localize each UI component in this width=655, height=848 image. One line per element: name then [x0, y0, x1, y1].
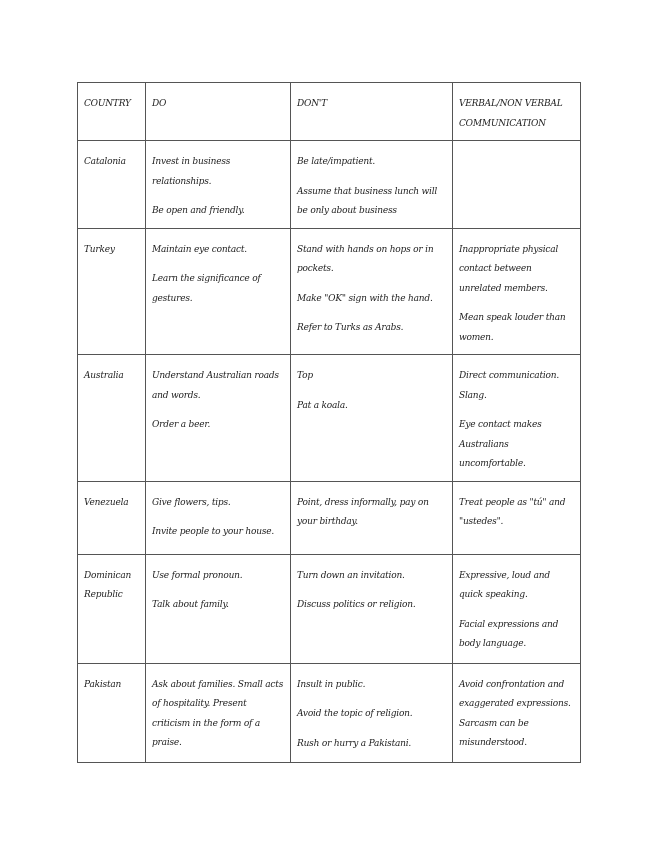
table-row: [78, 554, 581, 663]
communication-item: Mean speak louder than women.: [459, 313, 566, 343]
do-item: Maintain eye contact.: [152, 244, 247, 255]
header-dont: DON'T: [291, 83, 453, 141]
dont-item: Turn down an invitation.: [297, 570, 405, 581]
table-row: [78, 228, 581, 355]
dont-item: Avoid the topic of religion.: [297, 709, 413, 719]
table-row: [78, 141, 581, 229]
dont-item: Pat a koala.: [297, 400, 348, 411]
dont-item: Stand with hands on hops or in pockets.: [297, 244, 434, 274]
dont-item: Be late/impatient.: [297, 157, 376, 167]
do-item: Learn the significance of gestures.: [152, 274, 261, 304]
country-cell: Australia: [78, 355, 146, 482]
communication-item: Expressive, loud and quick speaking.: [459, 570, 550, 600]
do-item: Give flowers, tips.: [152, 497, 231, 508]
communication-item: Avoid confrontation and exaggerated expressions. Sarcasm can be misunderstood.: [459, 679, 571, 748]
communication-item: Direct communication. Slang.: [459, 371, 560, 401]
communication-cell: [453, 141, 581, 229]
dont-cell: [291, 663, 453, 762]
do-item: Talk about family.: [152, 600, 229, 610]
communication-cell: [453, 481, 581, 554]
do-item: Invest in business relationships.: [152, 157, 231, 187]
dont-cell: [291, 228, 453, 355]
communication-item: Facial expressions and body language.: [459, 619, 559, 649]
dont-item: Point, dress informally, pay on your birthday.: [297, 497, 429, 527]
do-item: Understand Australian roads and words.: [152, 371, 279, 401]
header-row: [78, 83, 581, 141]
communication-cell: [453, 355, 581, 482]
communication-cell: [453, 228, 581, 355]
communication-item: Eye contact makes Australians uncomfortable.: [459, 420, 542, 469]
country-cell: Venezuela: [78, 481, 146, 554]
do-item: Order a beer.: [152, 420, 211, 430]
header-country: COUNTRY: [78, 83, 146, 141]
table-row: [78, 663, 581, 762]
country-cell: Turkey: [78, 228, 146, 355]
do-cell: [146, 663, 291, 762]
country-cell: Pakistan: [78, 663, 146, 762]
dont-item: Rush or hurry a Pakistani.: [297, 738, 412, 749]
dont-cell: [291, 355, 453, 482]
dont-cell: [291, 554, 453, 663]
communication-cell: [453, 554, 581, 663]
do-cell: [146, 554, 291, 663]
country-cell: Catalonia: [78, 141, 146, 229]
dont-item: Insult in public.: [297, 679, 366, 690]
communication-item: Inappropriate physical contact between unrelated members.: [459, 244, 559, 294]
country-cell: Dominican Republic: [78, 554, 146, 663]
dont-item: Make "OK" sign with the hand.: [297, 293, 433, 304]
dont-item: Top: [297, 371, 313, 381]
etiquette-table: [77, 82, 581, 763]
do-item: Use formal pronoun.: [152, 570, 243, 581]
table-row: [78, 355, 581, 482]
do-cell: [146, 355, 291, 482]
do-item: Invite people to your house.: [152, 527, 275, 537]
dont-item: Refer to Turks as Arabs.: [297, 323, 404, 333]
dont-cell: [291, 481, 453, 554]
communication-cell: [453, 663, 581, 762]
do-cell: [146, 141, 291, 229]
do-item: Be open and friendly.: [152, 206, 245, 216]
do-item: Ask about families. Small acts of hospitality. Present criticism in the form of a praise.: [152, 679, 284, 748]
table-row: [78, 481, 581, 554]
dont-item: Assume that business lunch will be only about business: [297, 186, 438, 216]
do-cell: [146, 481, 291, 554]
do-cell: [146, 228, 291, 355]
header-communication: VERBAL/NON VERBAL COMMUNICATION: [453, 83, 581, 141]
dont-cell: [291, 141, 453, 229]
dont-item: Discuss politics or religion.: [297, 600, 416, 610]
communication-item: Treat people as "tú" and "ustedes".: [459, 497, 566, 527]
header-do: DO: [146, 83, 291, 141]
